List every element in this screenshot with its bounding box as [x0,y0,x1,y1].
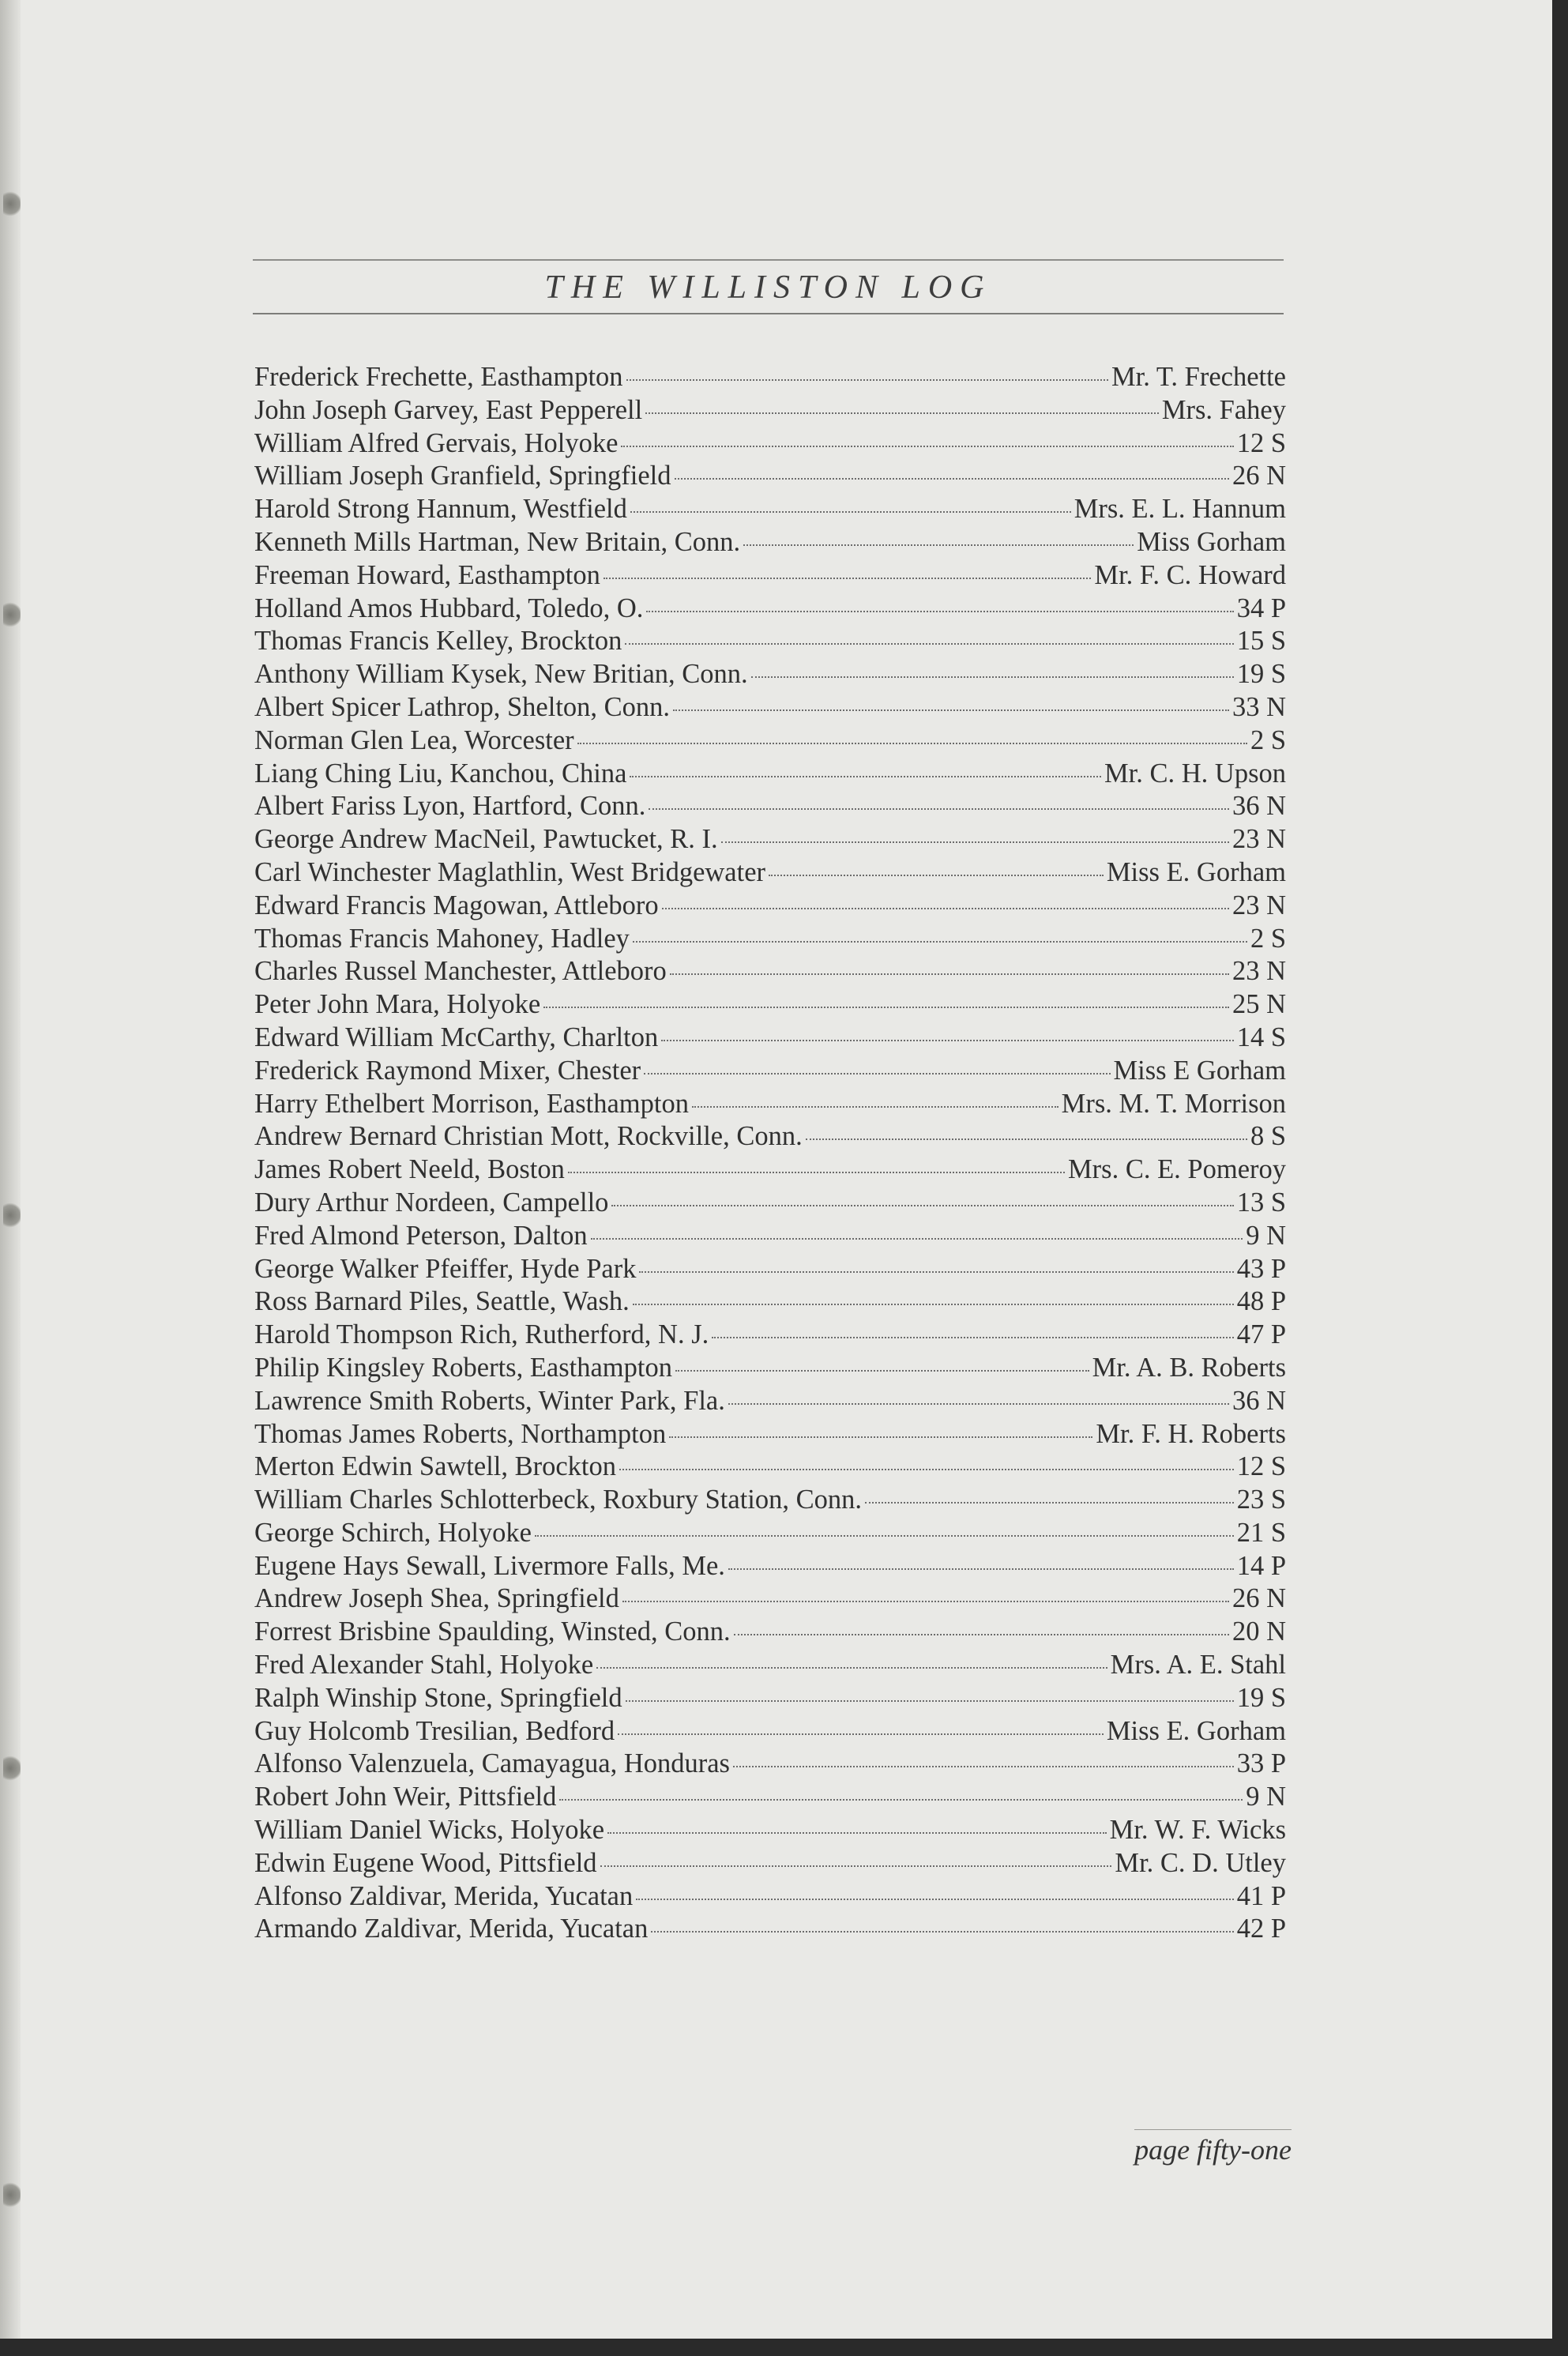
student-name: Alfonso Zaldivar, Merida, Yucatan [254,1880,634,1911]
list-item [254,1187,1286,1221]
dot-leader [661,1040,1233,1041]
entry-value: 48 P [1236,1286,1286,1317]
dot-leader [559,1799,1243,1801]
entry-value: 14 S [1236,1022,1286,1052]
student-name: Fred Almond Peterson, Dalton [254,1220,588,1251]
entry-value: 8 S [1250,1121,1286,1152]
list-item [254,1221,1286,1254]
dot-leader [669,1436,1092,1438]
student-name: Albert Fariss Lyon, Hartford, Conn. [254,791,646,822]
dot-leader [644,1073,1110,1075]
list-item [254,1914,1286,1947]
entry-value: 23 N [1231,890,1286,920]
dot-leader [619,1469,1234,1470]
dot-leader [865,1502,1234,1504]
list-item [254,1254,1286,1287]
dot-leader [568,1172,1065,1173]
list-item [254,395,1286,428]
list-item [254,1683,1286,1716]
student-name: Liang Ching Liu, Kanchou, China [254,758,627,788]
list-item [254,890,1286,924]
student-name: Eugene Hays Sewall, Livermore Falls, Me. [254,1550,725,1581]
entry-value: 14 P [1236,1550,1286,1581]
student-name: Frederick Frechette, Easthampton [254,362,623,392]
student-name: John Joseph Garvey, East Pepperell [254,394,643,425]
dot-leader [626,1700,1234,1702]
student-name: Guy Holcomb Tresilian, Bedford [254,1715,615,1746]
student-name: Edward Francis Magowan, Attleboro [254,890,659,920]
entry-value: 33 P [1236,1748,1286,1779]
staple-mark [3,2181,21,2209]
entry-value: 26 N [1231,461,1286,491]
dot-leader [728,1568,1234,1570]
list-item [254,1451,1286,1485]
student-name: Harold Thompson Rich, Rutherford, N. J. [254,1319,709,1350]
list-item [254,1386,1286,1419]
student-name: Robert John Weir, Pittsfield [254,1782,557,1812]
dot-leader [535,1535,1234,1537]
entry-value: 12 S [1236,1451,1286,1482]
entry-value: 43 P [1236,1253,1286,1284]
entry-value: 2 S [1250,724,1286,755]
list-item [254,593,1286,627]
entry-value: 13 S [1236,1187,1286,1218]
student-name: Albert Spicer Lathrop, Shelton, Conn. [254,691,671,722]
list-item [254,1748,1286,1782]
entry-value: Miss Gorham [1137,526,1286,557]
student-name: George Walker Pfeiffer, Hyde Park [254,1253,637,1284]
dot-leader [645,412,1159,414]
list-item [254,791,1286,824]
dot-leader [769,875,1104,876]
dot-leader [596,1667,1107,1669]
list-item [254,1089,1286,1122]
dot-leader [633,1304,1234,1305]
student-name: William Joseph Granfield, Springfield [254,461,671,491]
entry-value: 21 S [1236,1517,1286,1548]
student-name: Anthony William Kysek, New Britian, Conn. [254,659,748,690]
dot-leader [649,808,1229,810]
dot-leader [621,446,1233,447]
dot-leader [600,1865,1112,1867]
student-listing [254,362,1286,1947]
list-item [254,1121,1286,1154]
staple-mark [3,600,21,629]
list-item [254,956,1286,989]
entry-value: 36 N [1231,791,1286,822]
student-name: Harry Ethelbert Morrison, Easthampton [254,1088,689,1119]
list-item [254,824,1286,857]
entry-value: Mr. F. H. Roberts [1096,1418,1286,1449]
student-name: Harold Strong Hannum, Westfield [254,494,627,525]
student-name: Ralph Winship Stone, Springfield [254,1682,622,1713]
entry-value: 2 S [1250,923,1286,954]
dot-leader [625,643,1233,645]
student-name: Thomas Francis Kelley, Brockton [254,626,622,657]
student-name: Dury Arthur Nordeen, Campello [254,1187,609,1218]
list-item [254,1881,1286,1914]
list-item [254,924,1286,957]
page-title: THE WILLISTON LOG [544,269,992,306]
dot-leader [607,1832,1107,1834]
header-rule-bottom [253,313,1284,314]
dot-leader [618,1733,1104,1735]
dot-leader [743,544,1134,546]
student-name: William Charles Schlotterbeck, Roxbury Station, Conn. [254,1485,863,1515]
entry-value: Mr. C. H. Upson [1104,758,1286,788]
entry-value: 9 N [1246,1220,1286,1251]
student-name: Thomas Francis Mahoney, Hadley [254,923,630,954]
dot-leader [633,941,1247,943]
dot-leader [591,1238,1243,1240]
list-item [254,461,1286,494]
list-item [254,1848,1286,1881]
list-item [254,1154,1286,1187]
entry-value: Miss E. Gorham [1106,1715,1286,1746]
dot-leader [611,1205,1233,1206]
dot-leader [622,1601,1229,1602]
dot-leader [543,1007,1229,1008]
student-name: Armando Zaldivar, Merida, Yucatan [254,1914,649,1944]
entry-value: 19 S [1236,1682,1286,1713]
list-item [254,428,1286,461]
dot-leader [626,379,1108,381]
entry-value: 19 S [1236,659,1286,690]
dot-leader [733,1766,1234,1767]
list-item [254,1815,1286,1848]
list-item [254,758,1286,792]
student-name: Thomas James Roberts, Northampton [254,1418,667,1449]
list-item [254,626,1286,659]
dot-leader [651,1931,1233,1933]
binding-edge [0,0,21,2339]
dot-leader [639,1271,1233,1273]
student-name: Philip Kingsley Roberts, Easthampton [254,1352,672,1383]
student-name: Andrew Joseph Shea, Springfield [254,1583,619,1614]
staple-mark [3,1754,21,1782]
student-name: Merton Edwin Sawtell, Brockton [254,1451,617,1482]
entry-value: 47 P [1236,1319,1286,1350]
entry-value: Mrs. A. E. Stahl [1110,1650,1286,1680]
student-name: Frederick Raymond Mixer, Chester [254,1055,641,1086]
list-item [254,1782,1286,1815]
staple-mark [3,190,21,218]
list-item [254,1485,1286,1518]
dot-leader [673,709,1229,711]
student-name: Ross Barnard Piles, Seattle, Wash. [254,1286,630,1317]
entry-value: 34 P [1236,593,1286,623]
dot-leader [577,743,1247,744]
entry-value: 25 N [1231,989,1286,1020]
dot-leader [712,1337,1233,1338]
entry-value: Mrs. E. L. Hannum [1074,494,1286,525]
student-name: William Daniel Wicks, Holyoke [254,1815,605,1846]
student-name: Charles Russel Manchester, Attleboro [254,956,667,987]
list-item [254,1419,1286,1452]
entry-value: Mrs. Fahey [1161,394,1286,425]
list-item [254,725,1286,758]
entry-value: Mr. C. D. Utley [1115,1847,1286,1878]
page-number: page fifty-one [1134,2129,1292,2166]
student-name: Peter John Mara, Holyoke [254,989,541,1020]
dot-leader [734,1634,1229,1635]
list-item [254,1022,1286,1056]
dot-leader [636,1899,1233,1900]
dot-leader [728,1403,1229,1405]
list-item [254,527,1286,560]
student-name: Edward William McCarthy, Charlton [254,1022,659,1052]
list-item [254,692,1286,725]
entry-value: Mr. A. B. Roberts [1092,1352,1286,1383]
dot-leader [692,1106,1058,1108]
list-item [254,1286,1286,1319]
student-name: Lawrence Smith Roberts, Winter Park, Fla. [254,1385,725,1416]
entry-value: 26 N [1231,1583,1286,1614]
student-name: Holland Amos Hubbard, Toledo, O. [254,593,644,623]
student-name: James Robert Neeld, Boston [254,1154,565,1185]
entry-value: Mrs. M. T. Morrison [1061,1088,1286,1119]
entry-value: Miss E. Gorham [1106,856,1286,887]
entry-value: 33 N [1231,691,1286,722]
list-item [254,1056,1286,1089]
list-item [254,1716,1286,1749]
entry-value: 42 P [1236,1914,1286,1944]
student-name: George Andrew MacNeil, Pawtucket, R. I. [254,824,718,855]
list-item [254,1319,1286,1353]
entry-value: 20 N [1231,1616,1286,1647]
entry-value: 15 S [1236,626,1286,657]
list-item [254,1583,1286,1616]
student-name: Forrest Brisbine Spaulding, Winsted, Conn. [254,1616,731,1647]
student-name: Edwin Eugene Wood, Pittsfield [254,1847,597,1878]
dot-leader [662,908,1229,909]
dot-leader [675,478,1229,480]
list-item [254,1551,1286,1584]
dot-leader [751,676,1234,678]
list-item [254,362,1286,395]
list-item [254,1518,1286,1551]
student-name: Norman Glen Lea, Worcester [254,724,574,755]
page-header [253,259,1284,314]
entry-value: 12 S [1236,427,1286,458]
entry-value: 9 N [1246,1782,1286,1812]
entry-value: 23 S [1236,1485,1286,1515]
list-item [254,1616,1286,1650]
entry-value: 41 P [1236,1880,1286,1911]
entry-value: Mr. F. C. Howard [1094,559,1286,590]
entry-value: Mrs. C. E. Pomeroy [1068,1154,1286,1185]
dot-leader [675,1370,1089,1372]
entry-value: Mr. T. Frechette [1111,362,1286,392]
dot-leader [646,611,1233,612]
student-name: Freeman Howard, Easthampton [254,559,600,590]
student-name: George Schirch, Holyoke [254,1517,532,1548]
entry-value: Mr. W. F. Wicks [1109,1815,1286,1846]
dot-leader [604,578,1092,579]
student-name: William Alfred Gervais, Holyoke [254,427,619,458]
list-item [254,1353,1286,1386]
student-name: Kenneth Mills Hartman, New Britain, Conn. [254,526,741,557]
list-item [254,989,1286,1022]
list-item [254,494,1286,527]
dot-leader [630,511,1071,513]
entry-value: 23 N [1231,956,1286,987]
student-name: Alfonso Valenzuela, Camayagua, Honduras [254,1748,730,1779]
entry-value: 36 N [1231,1385,1286,1416]
dot-leader [721,841,1229,843]
student-name: Andrew Bernard Christian Mott, Rockville, Conn. [254,1121,803,1152]
student-name: Fred Alexander Stahl, Holyoke [254,1650,594,1680]
student-name: Carl Winchester Maglathlin, West Bridgewater [254,856,766,887]
staple-mark [3,1201,21,1229]
dot-leader [806,1138,1247,1140]
list-item [254,659,1286,692]
list-item [254,857,1286,890]
entry-value: Miss E Gorham [1113,1055,1286,1086]
list-item [254,1650,1286,1683]
dot-leader [630,776,1101,777]
list-item [254,560,1286,593]
entry-value: 23 N [1231,824,1286,855]
dot-leader [670,973,1229,975]
